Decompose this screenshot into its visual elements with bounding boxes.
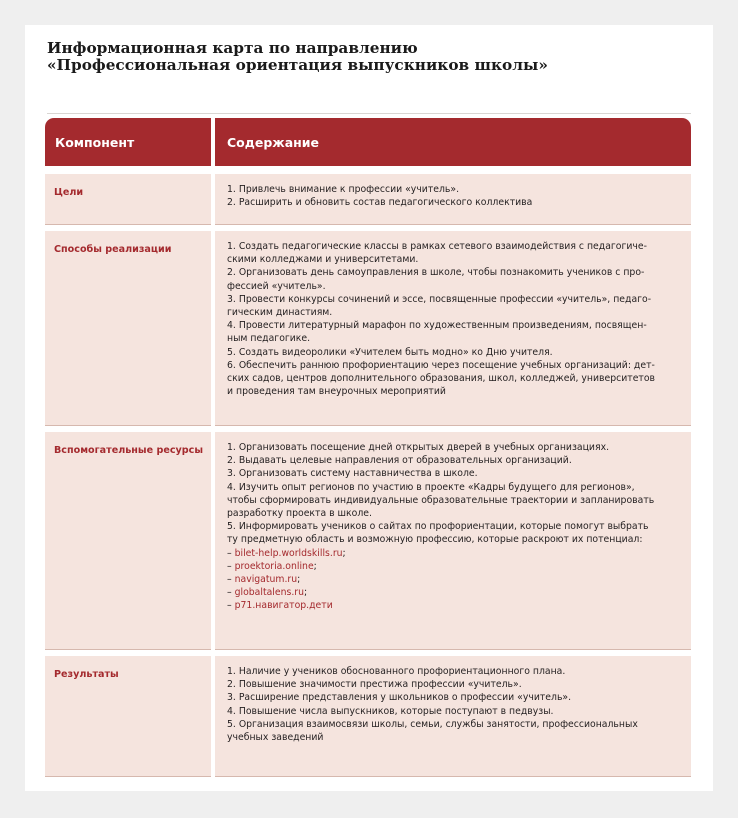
link-item: – navigatum.ru; xyxy=(227,574,301,586)
content-line: разработку проекта в школе. xyxy=(227,508,372,520)
website-link[interactable]: navigatum.ru xyxy=(234,574,298,586)
link-item: – p71.навигатор.дети xyxy=(227,600,333,612)
table-row xyxy=(45,231,691,426)
content-line: ту предметную область и возможную профессию, которые раскроют их потенциал: xyxy=(227,534,643,546)
content-line: фессией «учитель». xyxy=(227,280,326,292)
content-line: 2. Расширить и обновить состав педагогического коллектива xyxy=(227,197,533,209)
content-line: 4. Повышение числа выпускников, которые поступают в педвузы. xyxy=(227,705,554,717)
link-suffix: ; xyxy=(304,587,308,599)
content-line: 5. Информировать учеников о сайтах по профориентации, которые помогут выбрать xyxy=(227,521,649,533)
info-table xyxy=(45,174,691,783)
website-link[interactable]: p71.навигатор.дети xyxy=(234,600,333,612)
content-line: 5. Организация взаимосвязи школы, семьи, службы занятости, профессиональных xyxy=(227,718,638,730)
row-label: Цели xyxy=(45,174,211,225)
content-line: скими колледжами и университетами. xyxy=(227,254,419,266)
link-item: – proektoria.online; xyxy=(227,560,317,572)
website-link[interactable]: proektoria.online xyxy=(234,560,314,572)
link-suffix: ; xyxy=(342,547,346,559)
content-line: ских садов, центров дополнительного образования, школ, колледжей, университетов xyxy=(227,373,655,385)
page-title xyxy=(47,40,697,74)
row-label: Способы реализации xyxy=(45,231,211,426)
table-row xyxy=(45,656,691,777)
content-line: 2. Выдавать целевые направления от образовательных организаций. xyxy=(227,455,572,467)
content-line: 4. Изучить опыт регионов по участию в проекте «Кадры будущего для регионов», xyxy=(227,481,635,493)
content-line: 3. Организовать систему наставничества в школе. xyxy=(227,468,478,480)
content-line: чтобы сформировать индивидуальные образовательные траектории и запланировать xyxy=(227,494,655,506)
content-line: и проведения там внеурочных мероприятий xyxy=(227,386,446,398)
link-item: – bilet-help.worldskills.ru; xyxy=(227,547,346,559)
content-line: 3. Провести конкурсы сочинений и эссе, посвященные профессии «учитель», педаго- xyxy=(227,293,652,305)
column-header-content: Содержание xyxy=(215,118,691,166)
link-suffix: ; xyxy=(297,574,301,586)
content-line: гическим династиям. xyxy=(227,307,333,319)
website-link[interactable]: bilet-help.worldskills.ru xyxy=(234,547,343,559)
link-item: – globaltalens.ru; xyxy=(227,587,308,599)
title-line-2: «Профессиональная ориентация выпускников школы» xyxy=(47,56,548,74)
content-line: 5. Создать видеоролики «Учителем быть модно» ко Дню учителя. xyxy=(227,346,553,358)
row-content xyxy=(215,231,691,426)
content-line: 1. Создать педагогические классы в рамках сетевого взаимодействия с педагогиче- xyxy=(227,241,647,252)
content-line: 1. Организовать посещение дней открытых дверей в учебных организациях. xyxy=(227,442,610,453)
content-line: 1. Привлечь внимание к профессии «учитель». xyxy=(227,184,460,195)
document-page xyxy=(25,25,713,791)
content-line: 2. Организовать день самоуправления в школе, чтобы познакомить учеников с про- xyxy=(227,267,645,279)
content-line: 6. Обеспечить раннюю профориентацию через посещение учебных организаций: дет- xyxy=(227,359,655,371)
title-divider xyxy=(47,113,691,114)
row-label: Вспомогательные ресурсы xyxy=(45,432,211,650)
column-header-component: Компонент xyxy=(45,118,211,166)
content-line: 2. Повышение значимости престижа профессии «учитель». xyxy=(227,679,522,691)
link-suffix: ; xyxy=(313,560,317,572)
content-line: 3. Расширение представления у школьников о профессии «учитель». xyxy=(227,692,572,704)
content-line: 1. Наличие у учеников обоснованного профориентационного плана. xyxy=(227,666,566,677)
table-row xyxy=(45,432,691,650)
content-line: учебных заведений xyxy=(227,732,324,744)
row-content xyxy=(215,432,691,650)
content-line: 4. Провести литературный марафон по художественным произведениям, посвящен- xyxy=(227,320,647,332)
row-content xyxy=(215,656,691,777)
title-line-1: Информационная карта по направлению xyxy=(47,39,418,57)
content-line: ным педагогике. xyxy=(227,333,311,345)
row-content xyxy=(215,174,691,225)
table-row xyxy=(45,174,691,225)
website-link[interactable]: globaltalens.ru xyxy=(234,587,305,599)
row-label: Результаты xyxy=(45,656,211,777)
